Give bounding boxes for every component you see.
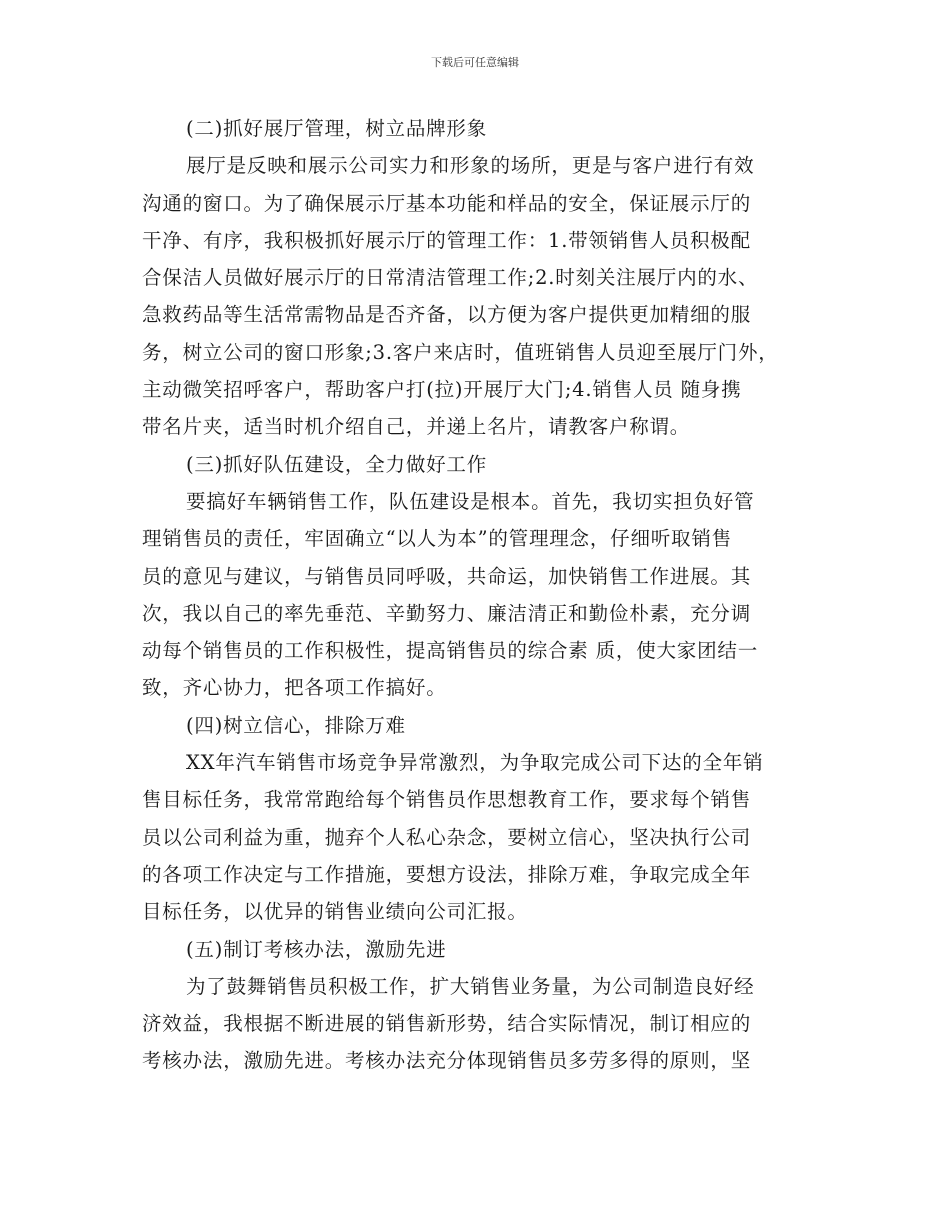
paragraph-line: 带名片夹，适当时机介绍自己，并递上名片，请教客户称谓。	[142, 415, 691, 439]
page-header: 下载后可任意编辑	[431, 56, 519, 69]
section-heading-5: (五)制订考核办法，激励先进	[186, 937, 447, 961]
section-heading-2: (二)抓好展厅管理，树立品牌形象	[186, 117, 488, 140]
paragraph-line: 考核办法，激励先进。考核办法充分体现销售员多劳多得的原则，坚	[142, 1049, 752, 1073]
paragraph-line: 售目标任务，我常常跑给每个销售员作思想教育工作，要求每个销售	[142, 788, 752, 812]
paragraph-line: 员以公司利益为重，抛弃个人私心杂念，要树立信心，坚决执行公司	[142, 825, 752, 849]
paragraph-line: 动每个销售员的工作积极性，提高销售员的综合素 质，使大家团结一	[142, 639, 758, 663]
paragraph-line: 的各项工作决定与工作措施，要想方设法，排除万难，争取完成全年	[142, 862, 752, 886]
paragraph-line: 致，齐心协力，把各项工作搞好。	[142, 676, 447, 700]
paragraph-line: 干净、有序，我积极抓好展示厅的管理工作：1.带领销售人员积极配	[142, 228, 751, 252]
paragraph-line: 目标任务，以优异的销售业绩向公司汇报。	[142, 900, 528, 924]
paragraph-line: 济效益，我根据不断进展的销售新形势，结合实际情况，制订相应的	[142, 1012, 752, 1036]
paragraph-line: 合保洁人员做好展示厅的日常清洁管理工作;2.时刻关注展厅内的水、	[142, 266, 759, 290]
paragraph-line: 务，树立公司的窗口形象;3.客户来店时，值班销售人员迎至展厅门外，	[142, 340, 779, 364]
paragraph-line: 要搞好车辆销售工作，队伍建设是根本。首先，我切实担负好管	[186, 489, 755, 513]
section-heading-4: (四)树立信心，排除万难	[186, 713, 406, 737]
paragraph-line: 沟通的窗口。为了确保展示厅基本功能和样品的安全，保证展示厅的	[142, 191, 752, 215]
paragraph-line: 为了鼓舞销售员积极工作，扩大销售业务量，为公司制造良好经	[186, 974, 755, 998]
paragraph-line: 急救药品等生活常需物品是否齐备，以方便为客户提供更加精细的服	[142, 303, 752, 327]
paragraph-line: XX年汽车销售市场竞争异常激烈，为争取完成公司下达的全年销	[186, 751, 764, 775]
paragraph-line: 展厅是反映和展示公司实力和形象的场所，更是与客户进行有效	[186, 154, 755, 178]
section-heading-3: (三)抓好队伍建设，全力做好工作	[186, 452, 488, 476]
paragraph-line: 员的意见与建议，与销售员同呼吸，共命运，加快销售工作进展。其	[142, 564, 752, 588]
paragraph-line: 主动微笑招呼客户，帮助客户打(拉)开展厅大门;4.销售人员 随身携	[142, 378, 742, 402]
paragraph-line: 理销售员的责任，牢固确立“以人为本”的管理理念，仔细听取销售	[142, 527, 732, 551]
paragraph-line: 次，我以自己的率先垂范、辛勤努力、廉洁清正和勤俭朴素，充分调	[142, 601, 752, 625]
document-body	[142, 110, 802, 1080]
